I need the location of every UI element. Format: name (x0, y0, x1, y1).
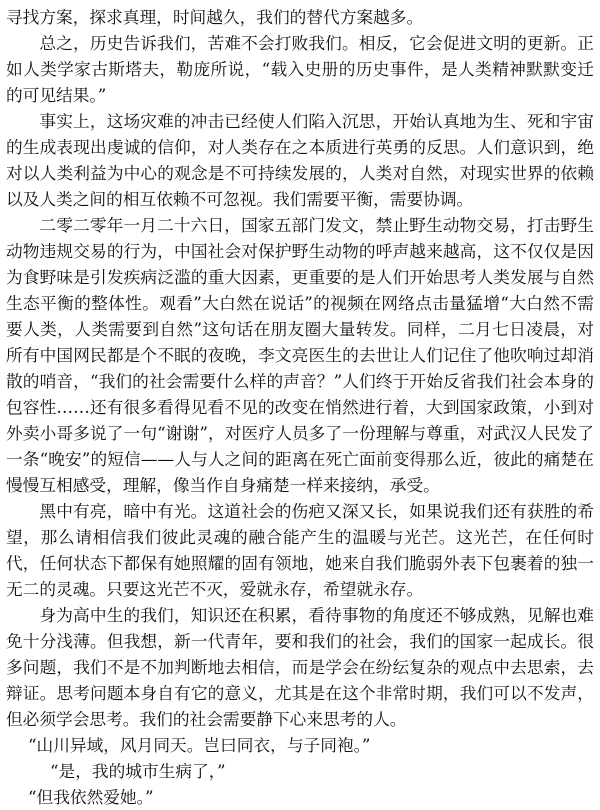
document-page (6, 4, 594, 810)
paragraph-5: 黑中有亮，暗中有光。这道社会的伤疤又深又长，如果说我们还有获胜的希望，那么请相信我们彼此灵魂的融合能产生的温暖与光芒。这光芒，在任何时代，任何状态下都保有她照耀的固有领地，她来自我们脆弱外表下包裹着的独一无二的灵魂。只要这光芒不灭，爱就永存，希望就永存。 (6, 501, 594, 599)
quote-line-2: “是，我的城市生病了，” (50, 761, 226, 781)
paragraph-6: 身为高中生的我们，知识还在积累，看待事物的角度还不够成熟，见解也难免十分浅薄。但我想，新一代青年，要和我们的社会，我们的国家一起成长。很多问题，我们不是不加判断地去相信，而是学会在纷纭复杂的观点中去思索，去辩证。思考问题本身自有它的意义，尤其是在这个非常时期，我们可以不发声，但必须学会思考。我们的社会需要静下心来思考的人。 (6, 605, 594, 729)
quote-line-3: “但我依然爱她。” (28, 787, 154, 807)
paragraph-3: 事实上，这场灾难的冲击已经使人们陷入沉思，开始认真地为生、死和宇宙的生成表现出虔诚的信仰，对人类存在之本质进行英勇的反思。人们意识到，绝对以人类利益为中心的观念是不可持续发展的，人类对自然，对现实世界的依赖以及人类之间的相互依赖不可忽视。我们需要平衡，需要协调。 (6, 111, 594, 209)
paragraph-1: 寻找方案，探求真理，时间越久，我们的替代方案越多。 (6, 7, 424, 27)
paragraph-4: 二零二零年一月二十六日，国家五部门发文，禁止野生动物交易，打击野生动物违规交易的行为，中国社会对保护野生动物的呼声越来越高，这不仅仅是因为食野味是引发疾病泛滥的重大因素，更重要的是人们开始思考人类发展与自然生态平衡的整体性。观看”大白然在说话”的视频在网络点击量猛增“大白然不需要人类，人类需要到自然”这句话在朋友圈大量转发。同样，二月七日凌晨，对所有中国网民都是个不眠的夜晚，李文亮医生的去世让人们记住了他吹响过却消散的哨音，“我们的社会需要什么样的声音？”人们终于开始反省我们社会本身的包容性……还有很多看得见看不见的改变在悄然进行着，大到国家政策，小到对外卖小哥多说了一句“谢谢”，对医疗人员多了一份理解与尊重，对武汉人民发了一条“晚安”的短信——人与人之间的距离在死亡面前变得那么近，彼此的痛楚在慢慢互相感受，理解，像当作自身痛楚一样来接纳，承受。 (6, 215, 594, 495)
quote-line-1: “山川异域，风月同天。岂曰同衣，与子同袍。” (28, 735, 371, 755)
paragraph-2: 总之，历史告诉我们，苦难不会打败我们。相反，它会促进文明的更新。正如人类学家古斯塔夫，勒庞所说，“载入史册的历史事件，是人类精神默默变迁的可见结果。” (6, 33, 594, 105)
